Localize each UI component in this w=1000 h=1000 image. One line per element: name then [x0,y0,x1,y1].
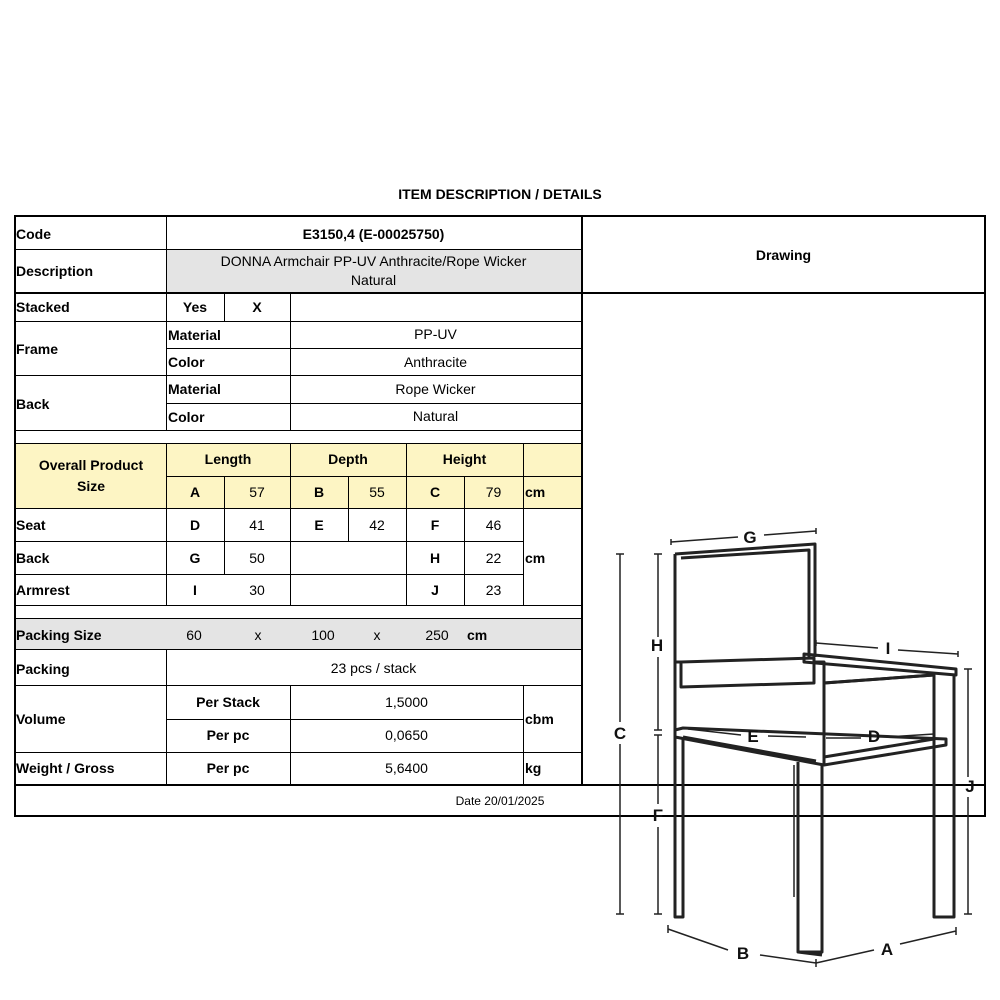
drawing-letter-i: I [885,639,891,658]
description-line2: Natural [350,272,397,288]
back-label: Back [16,396,50,412]
dim-i: I [193,582,197,598]
overall-unit: cm [525,484,546,500]
dim-j-value: 23 [485,582,502,598]
back-dims-label: Back [16,550,50,566]
drawing-letter-g: G [743,528,757,547]
frame-label: Frame [16,341,59,357]
dim-j: J [431,582,439,598]
drawing-letter-b: B [736,944,750,963]
packing-size-x2: x [373,627,381,643]
length-header: Length [204,451,252,467]
dim-f: F [430,517,440,533]
dim-h: H [429,550,441,566]
dim-d: D [189,517,201,533]
drawing-letter-d: D [867,727,881,746]
per-stack-value: 1,5000 [385,694,428,710]
stacked-label: Stacked [16,299,70,315]
code-value: E3150,4 (E-00025750) [302,226,445,242]
dim-b-value: 55 [369,484,385,500]
overall-size-label-1: Overall Product [38,457,144,473]
packing-size-w: 60 [186,627,202,643]
chair-drawing [583,294,984,963]
chair-leg-back-left [675,554,683,917]
stacked-mark: X [252,299,262,315]
date: Date 20/01/2025 [455,794,545,808]
packing-label: Packing [16,661,70,677]
depth-header: Depth [328,451,368,467]
chair-backrest [675,544,815,662]
volume-per-pc-value: 0,0650 [385,727,428,743]
back-color-label: Color [168,409,205,425]
description-line1: DONNA Armchair PP-UV Anthracite/Rope Wicker [220,253,527,269]
packing-size-d: 100 [311,627,335,643]
back-material: Rope Wicker [395,381,476,397]
stacked-yes: Yes [182,299,208,315]
dim-a-value: 57 [249,484,265,500]
weight-per-pc-label: Per pc [206,760,250,776]
weight-value: 5,6400 [385,760,428,776]
drawing-letter-h: H [650,636,664,655]
frame-material-label: Material [168,327,221,343]
drawing-letter-f: F [652,806,664,825]
volume-unit: cbm [525,711,554,727]
dim-c: C [429,484,441,500]
drawing-letter-c: C [613,724,627,743]
drawing-letter-j: J [965,777,975,796]
dim-h-value: 22 [485,550,502,566]
weight-label: Weight / Gross [16,760,115,776]
weight-unit: kg [525,760,542,776]
packing-size-label: Packing Size [16,627,102,643]
seat-label: Seat [16,517,46,533]
drawing-letter-a: A [880,940,894,959]
back-material-label: Material [168,381,221,397]
drawing-letter-e: E [747,727,759,746]
back-color: Natural [412,408,459,424]
packing-value: 23 pcs / stack [330,660,417,676]
frame-color-label: Color [168,354,205,370]
code-label: Code [16,226,51,242]
packing-size-h: 250 [425,627,449,643]
volume-label: Volume [16,711,66,727]
height-header: Height [442,451,487,467]
dim-f-value: 46 [485,517,502,533]
packing-size-unit: cm [467,627,488,643]
dim-e-value: 42 [369,517,385,533]
dim-d-value: 41 [249,517,265,533]
dim-a: A [189,484,201,500]
dim-c-value: 79 [485,484,502,500]
chair-armrest-right [804,654,956,675]
packing-size-x1: x [254,627,262,643]
frame-material: PP-UV [414,326,457,342]
description-label: Description [16,263,94,279]
spec-sheet [14,215,986,963]
overall-size-label-2: Size [76,478,105,494]
page-title: ITEM DESCRIPTION / DETAILS [398,186,602,202]
volume-per-pc-label: Per pc [206,727,250,743]
dim-i-value: 30 [249,582,265,598]
dims-unit: cm [525,550,546,566]
dim-g: G [189,550,201,566]
drawing-label: Drawing [755,247,812,263]
dim-b: B [313,484,325,500]
armrest-label: Armrest [16,582,70,598]
frame-color: Anthracite [403,354,468,370]
chair-leg-front-left [798,762,822,952]
per-stack-label: Per Stack [196,694,260,710]
dim-e: E [314,517,324,533]
chair-armrest-left [681,658,814,687]
dim-g-value: 50 [249,550,265,566]
